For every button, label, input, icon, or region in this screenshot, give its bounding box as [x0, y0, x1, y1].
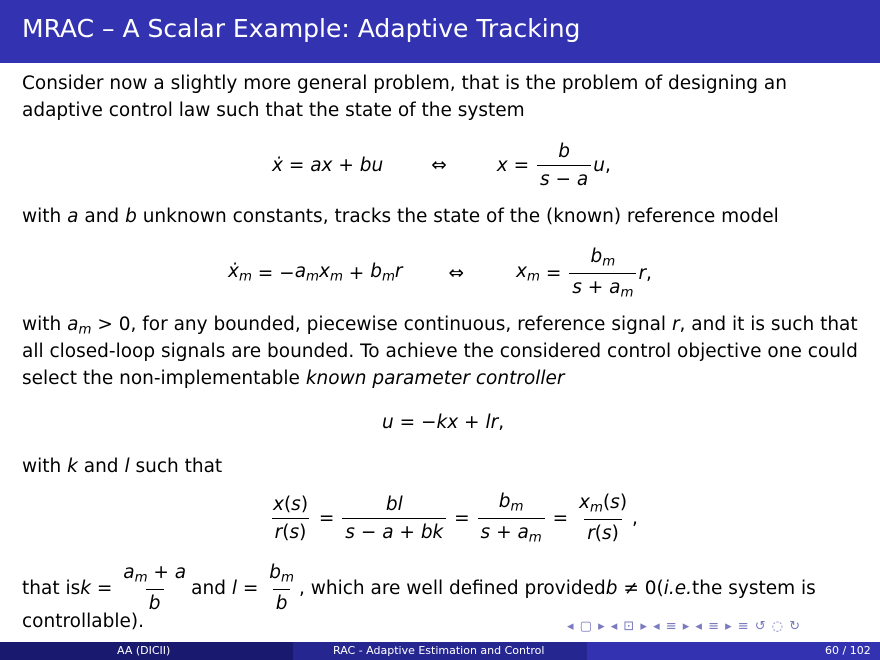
footer-page-box	[587, 642, 880, 660]
paragraph-line: with a and b unknown constants, tracks the state of the (known) reference model	[22, 206, 779, 227]
equation-transfer-match: $\frac{x(s)}{r(s)}$ = $\frac{bl}{s - a + bk}$ = $\frac{b_m}{s + a_m}$ = $\frac{x_m(s)}{r(s)}$ ,	[273, 491, 638, 545]
paragraph-line: adaptive control law such that the state of the system	[22, 100, 525, 121]
paragraph-line: with $a_m > 0$, for any bounded, piecewise continuous, reference signal r, and it is such that	[22, 314, 858, 338]
equation-controller: u = − kx + lr ,	[382, 411, 505, 433]
slide-title-bar	[0, 0, 880, 63]
footer-course: RAC - Adaptive Estimation and Control	[333, 644, 545, 657]
paragraph-line: select the non-implementable known parameter controller	[22, 368, 565, 389]
paragraph-line: Consider now a slightly more general problem, that is the problem of designing an	[22, 73, 787, 94]
equation-reference-model: ẋ$_m$ = − $a_mx_m$ + $b_mr$ ⇔ $x_m$ = $\frac{b_m}{s + a_m}$ r ,	[228, 246, 652, 300]
footer-page-number: 60 / 102	[825, 644, 871, 657]
footer	[0, 642, 880, 660]
footer-course-box	[293, 642, 587, 660]
equation-system: ẋ = ax + bu ⇔ x = $\frac{b}{s - a}$ u ,	[272, 140, 611, 190]
footer-author-box	[0, 642, 293, 660]
paragraph-line: all closed-loop signals are bounded. To achieve the considered control objective one could	[22, 341, 858, 362]
paragraph-line: with k and l such that	[22, 456, 223, 477]
footer-author: AA (DICII)	[117, 644, 171, 657]
paragraph-line-inline-math: that is k = $\frac{a_m + a}{b}$ and l = $\frac{b_m}{b}$ , which are well defined provided b ≠ 0 ( i.e. the system is	[22, 562, 816, 614]
paragraph-line: controllable).	[22, 611, 144, 632]
beamer-navigation-icons[interactable]: ◂ ▢ ▸ ◂ ⊡ ▸ ◂ ≡ ▸ ◂ ≡ ▸ ≡ ↺ ◌ ↻	[567, 619, 802, 634]
slide-title: MRAC – A Scalar Example: Adaptive Tracking	[22, 14, 581, 43]
